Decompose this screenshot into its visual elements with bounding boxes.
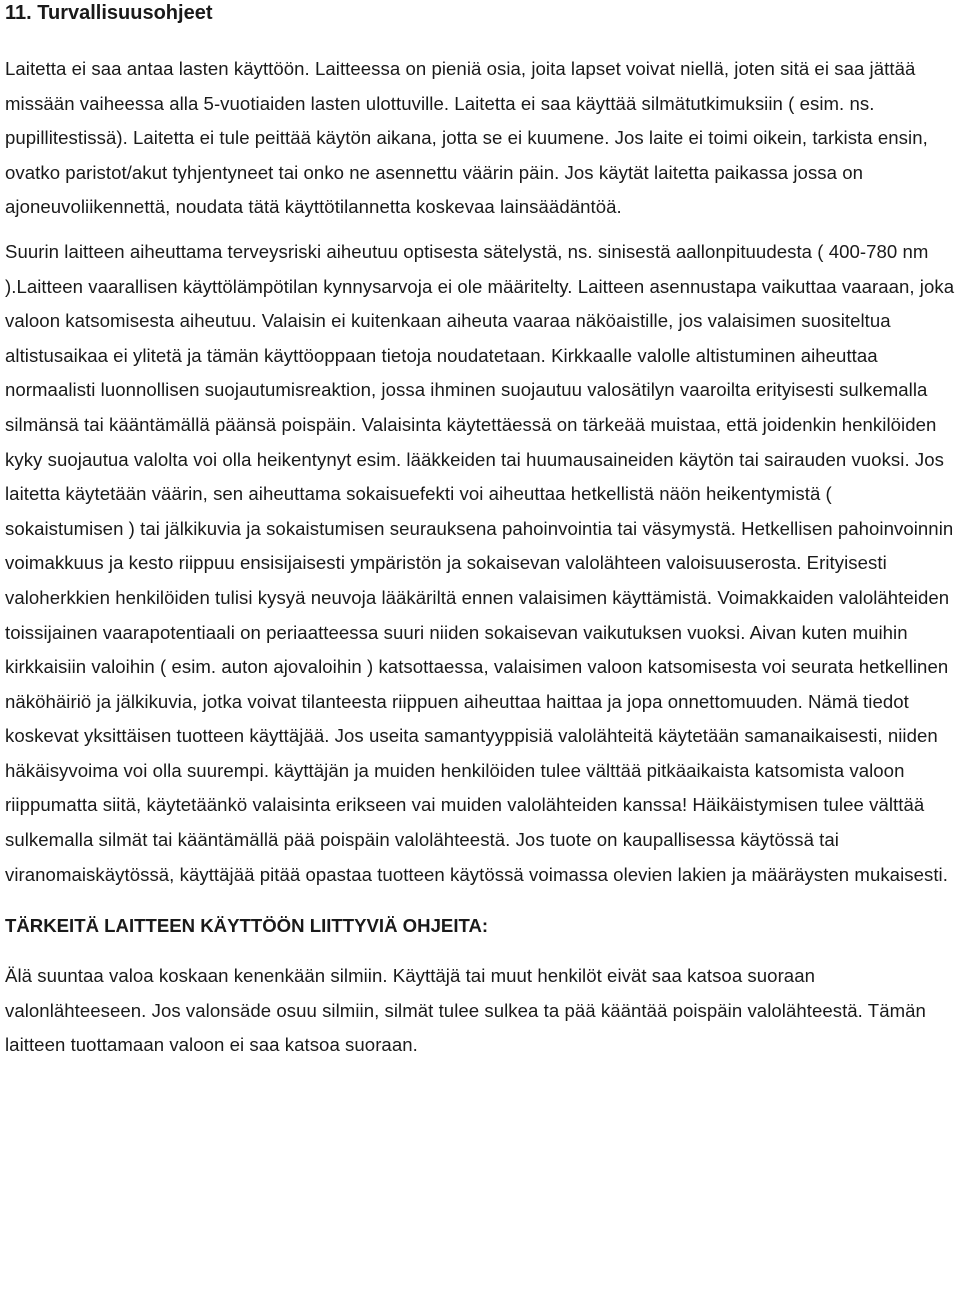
paragraph-optical-radiation: Suurin laitteen aiheuttama terveysriski aiheutuu optisesta sätelystä, ns. sinisestä aallonpituudesta ( 400-780 nm ).Laitteen vaarallisen käyttölämpötilan kynnysarvoja ei ole määritelty. Laitteen asennustapa vaikuttaa vaaraan, joka valoon katsomisesta aiheutuu. Valaisin ei kuitenkaan aiheuta vaaraa näköaistille, jos valaisimen suositeltua altistusaikaa ei ylitetä ja tämän käyttöoppaan tietoja noudatetaan. Kirkkaalle valolle altistuminen aiheuttaa normaalisti luonnollisen suojautumisreaktion, jossa ihminen suojautuu valosätilyn vaaroilta erityisesti sulkemalla silmänsä tai kääntämällä päänsä poispäin. Valaisinta käytettäessä on tärkeää muistaa, että joidenkin henkilöiden kyky suojautua valolta voi olla heikentynyt esim. lääkkeiden tai huumausaineiden käytön tai sairauden vuoksi. Jos laitetta käytetään väärin, sen aiheuttama sokaisuefekti voi aiheuttaa hetkellistä näön heikentymistä ( sokaistumisen ) tai jälkikuvia ja sokaistumisen seurauksena pahoinvointia tai väsymystä. Hetkellisen pahoinvoinnin voimakkuus ja kesto riippuu ensisijaisesti ympäristön ja sokaisevan valolähteen valoisuuserosta. Erityisesti valoherkkien henkilöiden tulisi kysyä neuvoja lääkäriltä ennen valaisimen käyttämistä. Voimakkaiden valolähteiden toissijainen vaarapotentiaali on periaatteessa suuri niiden sokaisevan vaikutuksen vuoksi. Aivan kuten muihin kirkkaisiin valoihin ( esim. auton ajovaloihin ) katsottaessa, valaisimen valoon katsomisesta voi seurata hetkellinen näköhäiriö ja jälkikuvia, jotka voivat tilanteesta riippuen aiheuttaa haittaa ja jopa onnettomuuden. Nämä tiedot koskevat yksittäisen tuotteen käyttäjää. Jos useita samantyyppisiä valolähteitä käytetään samanaikaisesti, niiden häkäisyvoima voi olla suurempi. käyttäjän ja muiden henkilöiden tulee välttää pitkäaikaista katsomista valoon riippumatta siitä, käytetäänkö valaisinta erikseen vai muiden valolähteiden kanssa! Häikäistymisen tulee välttää sulkemalla silmät tai kääntämällä pää poispäin valolähteestä. Jos tuote on kaupallisessa käytössä tai viranomaiskäytössä, käyttäjää pitää opastaa tuotteen käytössä voimassa olevien lakien ja määräysten mukaisesti. bbox=[5, 240, 955, 885]
paragraph-safety-general: Laitetta ei saa antaa lasten käyttöön. Laitteessa on pieniä osia, joita lapset voivat niellä, joten sitä ei saa jättää missään vaiheessa alla 5-vuotiaiden lasten ulottuville. Laitetta ei saa käyttää silmätutkimuksiin ( esim. ns. pupillitestissä). Laitetta ei tule peittää käytön aikana, jotta se ei kuumene. Jos laite ei toimi oikein, tarkista ensin, ovatko paristot/akut tyhjentyneet tai onko ne asennettu väärin päin. Jos käytät laitetta paikassa jossa on ajoneuvoliikennettä, noudata tätä käyttötilannetta koskevaa lainsäädäntöä. bbox=[5, 58, 928, 218]
important-heading: TÄRKEITÄ LAITTEEN KÄYTTÖÖN LIITTYVIÄ OHJEITA: bbox=[5, 915, 489, 937]
section-title: 11. Turvallisuusohjeet bbox=[5, 2, 213, 24]
paragraph-important-instructions: Älä suuntaa valoa koskaan kenenkään silmiin. Käyttäjä tai muut henkilöt eivät saa katsoa suoraan valonlähteeseen. Jos valonsäde osuu silmiin, silmät tulee sulkea ta pää kääntää poispäin valolähteestä. Tämän laitteen tuottamaan valoon ei saa katsoa suoraan. bbox=[5, 965, 926, 1056]
document-page bbox=[5, 0, 955, 1063]
